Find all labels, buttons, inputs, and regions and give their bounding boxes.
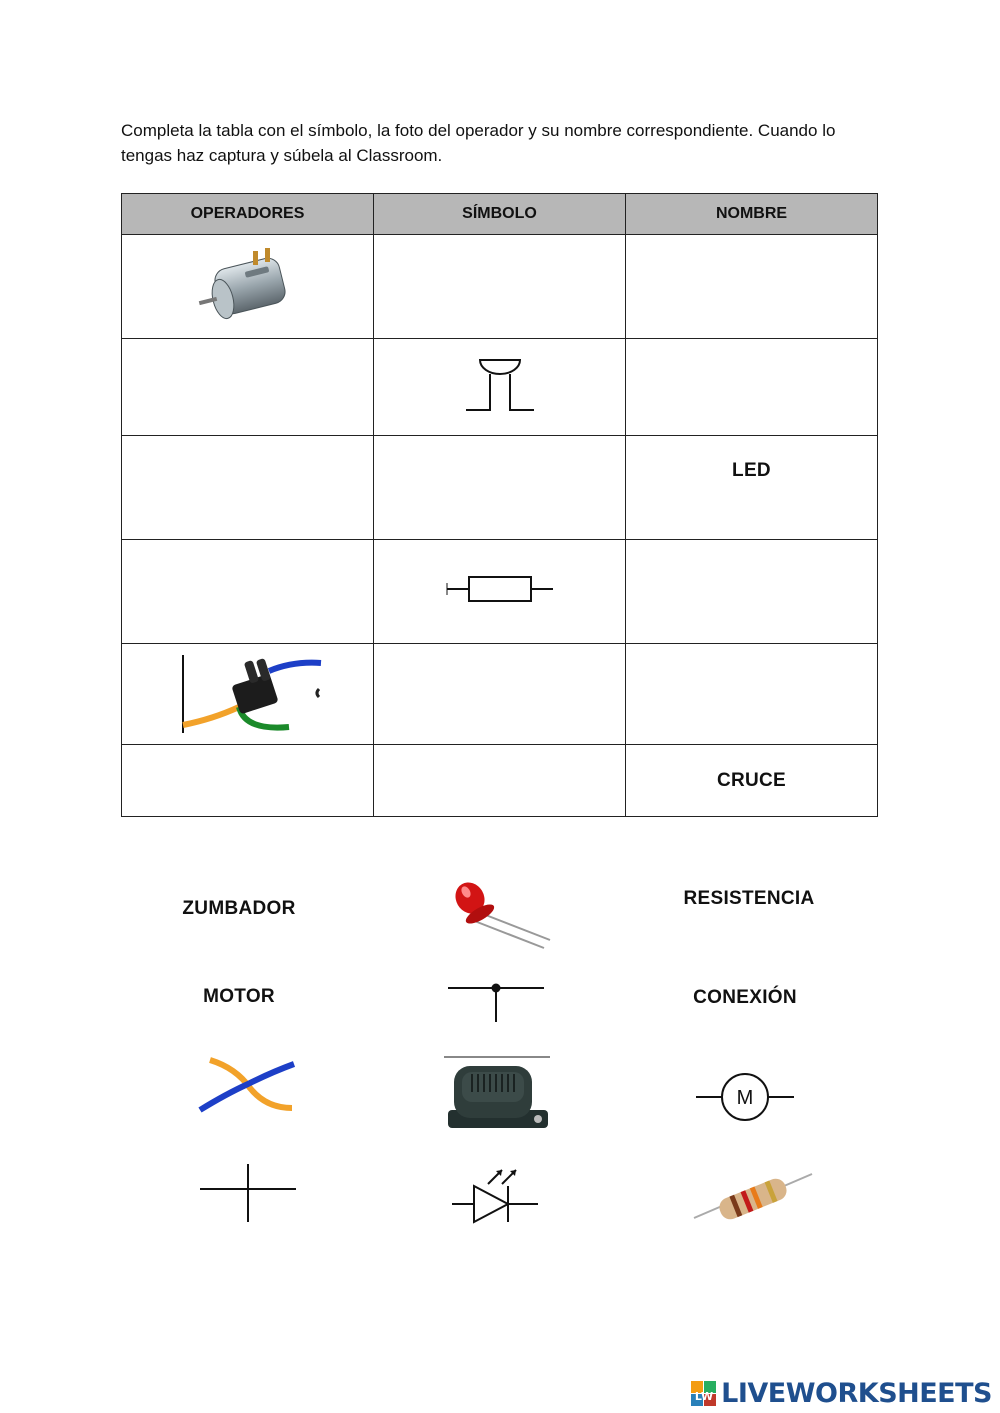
instructions: Completa la tabla con el símbolo, la foto del operador y su nombre correspondiente. Cuando lo tengas haz captura y súbela al Classroom. [121,121,836,165]
header-nombre: NOMBRE [626,194,878,235]
drop-cell-operador [122,540,374,644]
drop-cell-operador [122,644,374,745]
resistor-symbol-icon [445,572,555,606]
worksheet-table [121,193,878,817]
drop-cell-simbolo [374,540,626,644]
connection-wires-photo [173,649,323,735]
motor-photo [193,241,303,327]
drop-cell-operador [122,235,374,339]
table-row [122,436,878,540]
drop-cell-simbolo [374,745,626,817]
table-row [122,745,878,817]
table-row [122,339,878,436]
crossing-wires-photo[interactable] [196,1054,298,1116]
drop-cell-simbolo [374,644,626,745]
buzzer-photo[interactable] [444,1056,552,1136]
name-led: LED [732,459,771,481]
drop-cell-nombre [626,644,878,745]
drop-cell-nombre [626,339,878,436]
liveworksheets-icon [691,1381,717,1407]
table-header-row [122,194,878,235]
bank-label-zumbador[interactable]: ZUMBADOR [182,898,296,919]
connection-symbol-icon[interactable] [448,982,544,1024]
drop-cell-nombre: CRUCE [626,745,878,817]
drop-cell-nombre [626,540,878,644]
resistor-photo[interactable] [692,1166,814,1228]
table-row [122,540,878,644]
drop-cell-simbolo [374,235,626,339]
led-photo[interactable] [446,876,558,952]
led-symbol-icon[interactable] [450,1162,540,1226]
brand-logo [691,1378,992,1409]
crossing-symbol-icon[interactable] [200,1162,296,1224]
header-operadores: OPERADORES [122,194,374,235]
table-row [122,235,878,339]
motor-symbol-icon[interactable] [694,1070,796,1124]
drop-cell-operador [122,339,374,436]
bank-label-conexion[interactable]: CONEXIÓN [693,987,797,1008]
drop-cell-nombre [626,436,878,540]
brand-text: LIVEWORKSHEETS [721,1378,992,1409]
buzzer-symbol-icon [460,354,540,416]
motor-symbol-letter: M [736,1087,754,1109]
header-simbolo: SÍMBOLO [374,194,626,235]
brand-icon-letters: LW [695,1389,714,1403]
drop-cell-nombre [626,235,878,339]
drop-cell-operador [122,745,374,817]
bank-label-motor[interactable]: MOTOR [203,986,275,1007]
drop-cell-simbolo [374,339,626,436]
bank-label-resistencia[interactable]: RESISTENCIA [683,888,815,909]
drop-cell-simbolo [374,436,626,540]
table-row [122,644,878,745]
drop-cell-operador [122,436,374,540]
